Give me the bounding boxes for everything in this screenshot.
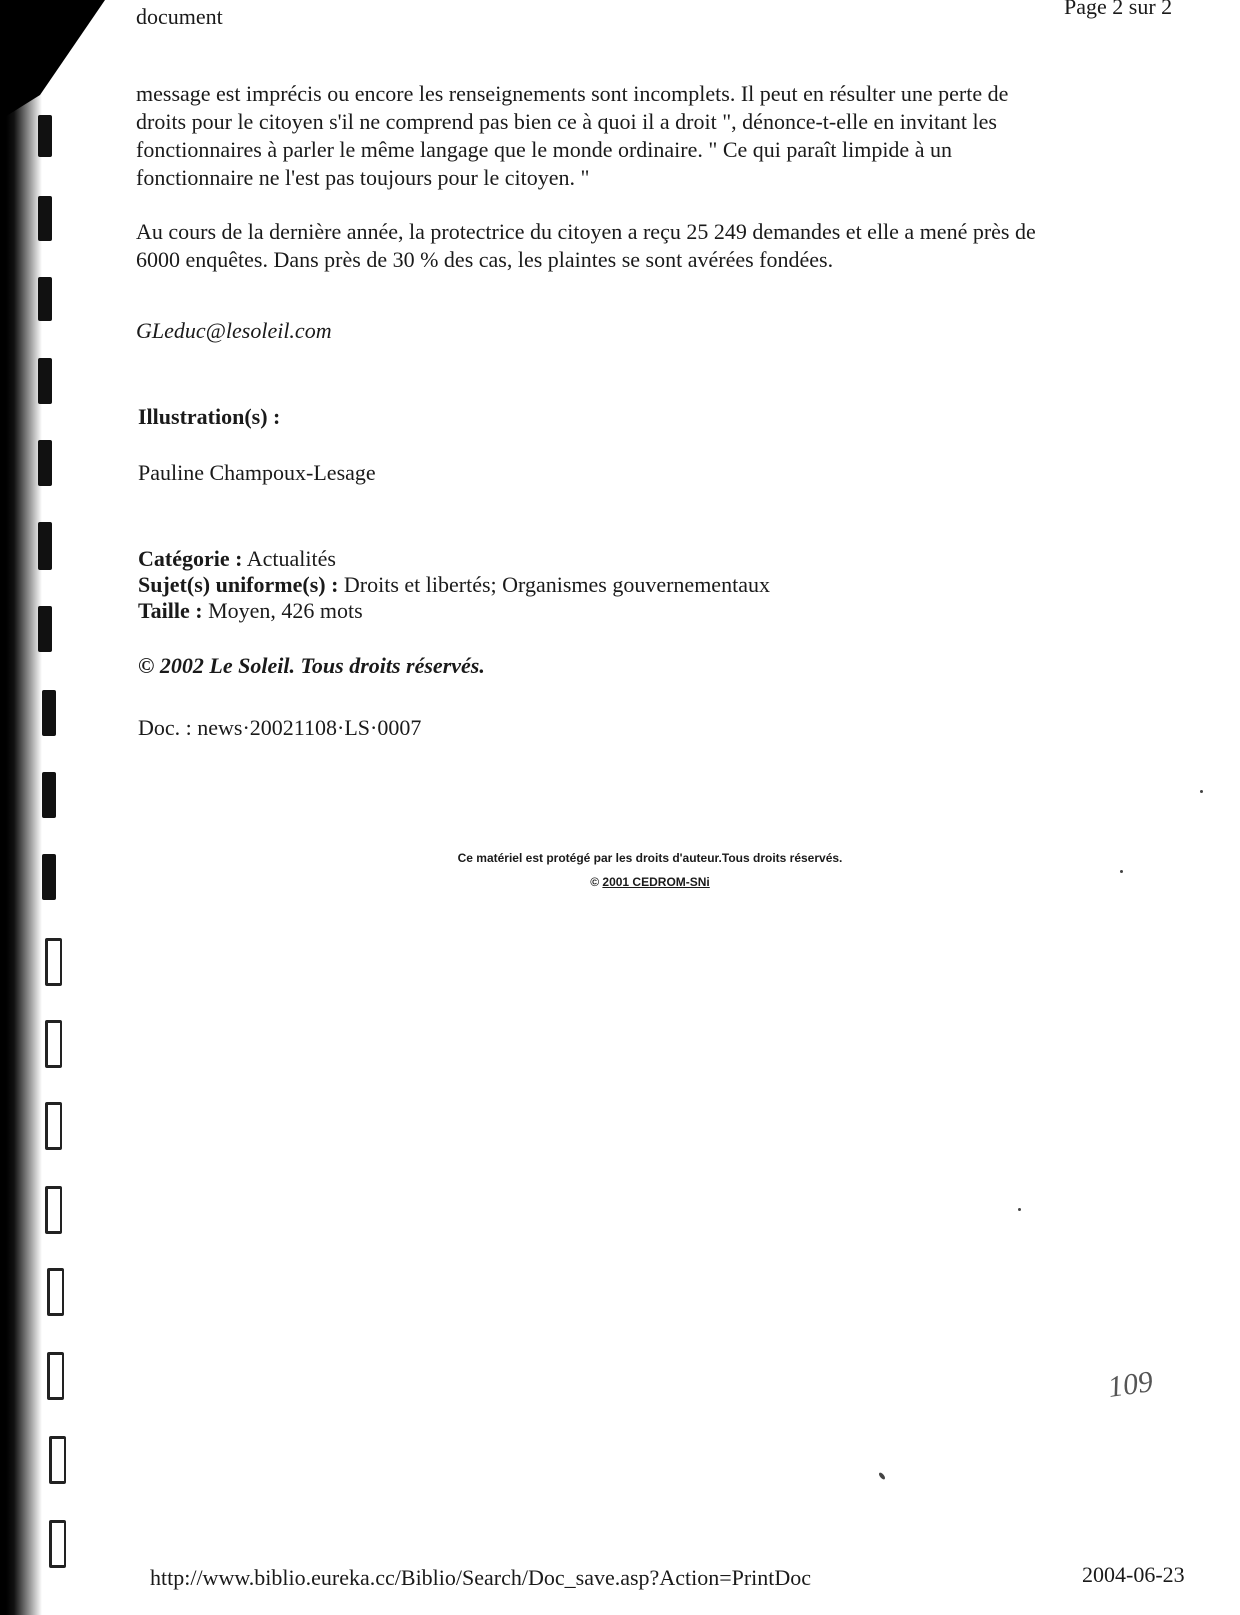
paragraph-line: fonctionnaire ne l'est pas toujours pour le citoyen. " [136,165,590,190]
binding-hole [49,1520,66,1568]
category-line [138,546,336,572]
cedrom-link[interactable]: 2001 CEDROM-SNi [602,875,710,889]
binding-hole [45,1102,62,1150]
binding-hole [38,606,52,652]
binding-hole [38,277,52,321]
paragraph-line: 6000 enquêtes. Dans près de 30 % des cas, les plaintes se sont avérées fondées. [136,247,834,272]
subjects-label: Sujet(s) uniforme(s) : [138,572,339,597]
copyright-symbol: © [590,875,600,889]
scan-speck [1018,1208,1021,1211]
subjects-value: Droits et libertés; Organismes gouvernementaux [343,572,770,597]
illustrations-label: Illustration(s) : [138,404,281,429]
binding-hole [42,772,56,818]
binding-hole [45,1020,62,1068]
folded-corner-shadow [0,0,120,120]
binding-hole [42,854,56,900]
size-value: Moyen, 426 mots [208,598,363,623]
binding-hole [45,938,62,986]
document-id: Doc. : news·20021108·LS·0007 [138,715,422,740]
binding-hole [42,690,56,736]
handwritten-page-number: 109 [1105,1365,1156,1404]
rights-notice: Ce matériel est protégé par les droits d'auteur.Tous droits réservés. [457,851,843,865]
binding-hole [38,358,52,404]
binding-hole [38,522,52,570]
scan-speck [1200,790,1203,793]
illustrations-credit: Pauline Champoux-Lesage [138,460,376,485]
subjects-line [138,572,770,598]
scan-speck [878,1472,886,1481]
binding-edge-shadow [0,0,42,1615]
scan-speck [1120,870,1123,873]
paragraph-line: message est imprécis ou encore les renseignements sont incomplets. Il peut en résulter une perte de [136,81,1009,106]
header-document-title: document [136,4,223,29]
header-page-number: Page 2 sur 2 [1064,0,1173,19]
binding-hole [47,1268,64,1316]
print-date: 2004-06-23 [1082,1562,1185,1587]
paragraph-line: Au cours de la dernière année, la protectrice du citoyen a reçu 25 249 demandes et elle a mené près de [136,219,1036,244]
category-label: Catégorie : [138,546,243,571]
article-paragraph [136,80,1176,192]
binding-hole [38,440,52,486]
binding-hole [38,115,52,157]
paragraph-line: droits pour le citoyen s'il ne comprend pas bien ce à quoi il a droit ", dénonce-t-elle en invitant les [136,109,997,134]
category-value: Actualités [246,546,336,571]
cedrom-credit [370,875,930,889]
copyright-notice: © 2002 Le Soleil. Tous droits réservés. [138,653,485,678]
article-paragraph [136,218,1176,274]
binding-hole [38,196,52,241]
binding-hole [47,1352,64,1400]
size-line [138,598,363,624]
binding-hole [49,1436,66,1484]
binding-hole [45,1186,62,1234]
size-label: Taille : [138,598,203,623]
paragraph-line: fonctionnaires à parler le même langage que le monde ordinaire. " Ce qui paraît limpide à un [136,137,952,162]
author-email: GLeduc@lesoleil.com [136,318,332,343]
source-url: http://www.biblio.eureka.cc/Biblio/Search/Doc_save.asp?Action=PrintDoc [150,1565,812,1590]
